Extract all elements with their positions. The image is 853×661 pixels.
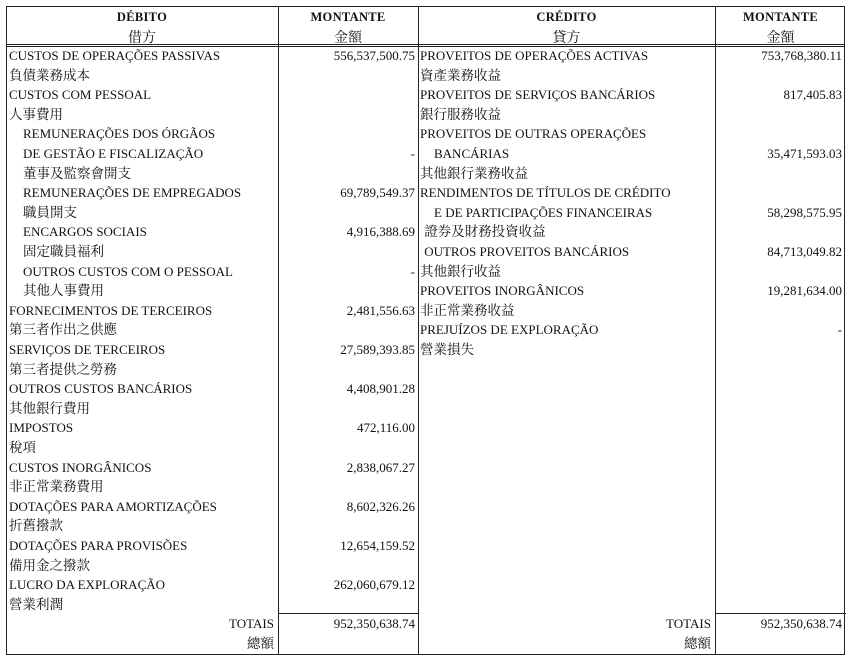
debit-line-label: 董事及監察會開支 <box>23 165 131 181</box>
credit-line-label: PREJUÍZOS DE EXPLORAÇÃO <box>420 322 599 338</box>
debit-line-label: 其他銀行費用 <box>9 400 90 416</box>
debit-line-label: LUCRO DA EXPLORAÇÃO <box>9 577 166 593</box>
debit-line-label: SERVIÇOS DE TERCEIROS <box>9 342 166 357</box>
debit-line-label: 折舊撥款 <box>9 518 63 534</box>
debit-line-amount: 4,408,901.28 <box>346 381 415 397</box>
debit-line-amount: - <box>410 146 415 161</box>
debit-line-label: DOTAÇÕES PARA PROVISÕES <box>9 538 188 553</box>
header-debit-amount-title: MONTANTE <box>310 10 386 24</box>
debit-totals-label-zh: 總額 <box>247 636 274 651</box>
debit-line-amount: 4,916,388.69 <box>346 224 415 240</box>
debit-line-label: 營業利潤 <box>9 596 63 612</box>
debit-line-label: REMUNERAÇÕES DE EMPREGADOS <box>23 185 242 201</box>
debit-line-label: 固定職員福利 <box>23 244 104 259</box>
debit-line-label: 非正常業務費用 <box>9 479 104 495</box>
debit-line-label: ENCARGOS SOCIAIS <box>23 224 147 240</box>
debit-line-label: 第三者作出之供應 <box>9 322 117 338</box>
credit-line-amount: 58,298,575.95 <box>767 204 842 220</box>
debit-totals-label: TOTAIS <box>229 616 274 631</box>
credit-line-label: BANCÁRIAS <box>434 146 510 161</box>
debit-line-label: REMUNERAÇÕES DOS ÓRGÃOS <box>23 126 216 142</box>
credit-line-label: 證券及財務投資收益 <box>424 224 546 240</box>
credit-line-label: RENDIMENTOS DE TÍTULOS DE CRÉDITO <box>420 185 671 201</box>
credit-line-label: 其他銀行業務收益 <box>420 165 528 181</box>
credit-line-label: 其他銀行收益 <box>420 263 501 279</box>
debit-line-label: 人事費用 <box>9 106 63 122</box>
debit-line-amount: 8,602,326.26 <box>346 498 415 514</box>
credit-line-label: PROVEITOS DE OPERAÇÕES ACTIVAS <box>420 48 649 63</box>
credit-line-label: PROVEITOS DE SERVIÇOS BANCÁRIOS <box>420 87 656 103</box>
debit-line-amount: - <box>410 263 415 279</box>
credit-line-label: E DE PARTICIPAÇÕES FINANCEIRAS <box>434 204 653 220</box>
debit-line-label: 稅項 <box>9 440 36 455</box>
credit-line-label: 非正常業務收益 <box>420 302 515 318</box>
debit-line-amount: 69,789,549.37 <box>340 185 415 201</box>
column-divider <box>418 6 419 655</box>
debit-total-value: 952,350,638.74 <box>333 616 415 631</box>
credit-totals-label: TOTAIS <box>666 616 711 631</box>
debit-line-label: 職員開支 <box>23 204 77 220</box>
credit-line-label: PROVEITOS INORGÂNICOS <box>420 283 585 299</box>
header-credit-amount <box>715 6 846 46</box>
credit-line-amount: 19,281,634.00 <box>767 283 842 299</box>
credit-line-amount: 35,471,593.03 <box>767 146 842 161</box>
column-divider <box>278 6 279 655</box>
debit-line-label: 備用金之撥款 <box>9 557 90 573</box>
debit-line-amount: 472,116.00 <box>356 420 415 436</box>
debit-line-amount: 2,838,067.27 <box>346 459 415 475</box>
header-credit <box>418 6 715 46</box>
debit-line-label: IMPOSTOS <box>9 420 74 436</box>
header-credit-amount-title: MONTANTE <box>742 10 819 24</box>
debit-line-label: 第三者提供之勞務 <box>9 361 117 377</box>
debit-line-label: CUSTOS INORGÂNICOS <box>9 459 152 475</box>
debit-line-amount: 12,654,159.52 <box>340 538 415 553</box>
header-debit-amount <box>278 6 418 46</box>
credit-line-amount: 753,768,380.11 <box>761 48 842 63</box>
debit-line-label: OUTROS CUSTOS COM O PESSOAL <box>23 263 233 279</box>
header-debit-amount-title-zh: 金額 <box>334 31 362 46</box>
debit-line-label: 負債業務成本 <box>9 67 90 83</box>
header-credit-amount-title-zh: 金額 <box>766 31 795 46</box>
credit-line-amount: 84,713,049.82 <box>767 244 842 259</box>
debit-line-label: CUSTOS DE OPERAÇÕES PASSIVAS <box>9 48 221 63</box>
debit-line-label: DOTAÇÕES PARA AMORTIZAÇÕES <box>9 498 217 514</box>
credit-total-value: 952,350,638.74 <box>760 616 842 631</box>
credit-line-label: 營業損失 <box>420 342 474 357</box>
credit-line-label: 銀行服務收益 <box>420 106 501 122</box>
debit-line-amount: 262,060,679.12 <box>333 577 415 593</box>
debit-line-amount: 27,589,393.85 <box>340 342 415 357</box>
debit-line-label: CUSTOS COM PESSOAL <box>9 87 152 103</box>
credit-totals-label-zh: 總額 <box>684 636 711 651</box>
debit-line-label: FORNECIMENTOS DE TERCEIROS <box>9 302 213 318</box>
credit-line-label: OUTROS PROVEITOS BANCÁRIOS <box>424 244 630 259</box>
header-credit-title-zh: 貸方 <box>552 31 581 46</box>
header-debit <box>6 6 278 46</box>
header-debit-title: DÉBITO <box>116 10 168 24</box>
credit-line-label: 資產業務收益 <box>420 67 501 83</box>
header-debit-title-zh: 借方 <box>128 31 156 46</box>
header-credit-title: CRÉDITO <box>536 10 597 24</box>
debit-line-label: OUTROS CUSTOS BANCÁRIOS <box>9 381 193 397</box>
debit-line-amount: 2,481,556.63 <box>346 302 415 318</box>
credit-line-label: PROVEITOS DE OUTRAS OPERAÇÕES <box>420 126 647 142</box>
debit-line-amount: 556,537,500.75 <box>333 48 415 63</box>
debit-line-label: 其他人事費用 <box>23 283 104 299</box>
credit-line-amount: - <box>837 322 842 338</box>
credit-line-amount: 817,405.83 <box>783 87 842 103</box>
debit-line-label: DE GESTÃO E FISCALIZAÇÃO <box>23 146 204 161</box>
